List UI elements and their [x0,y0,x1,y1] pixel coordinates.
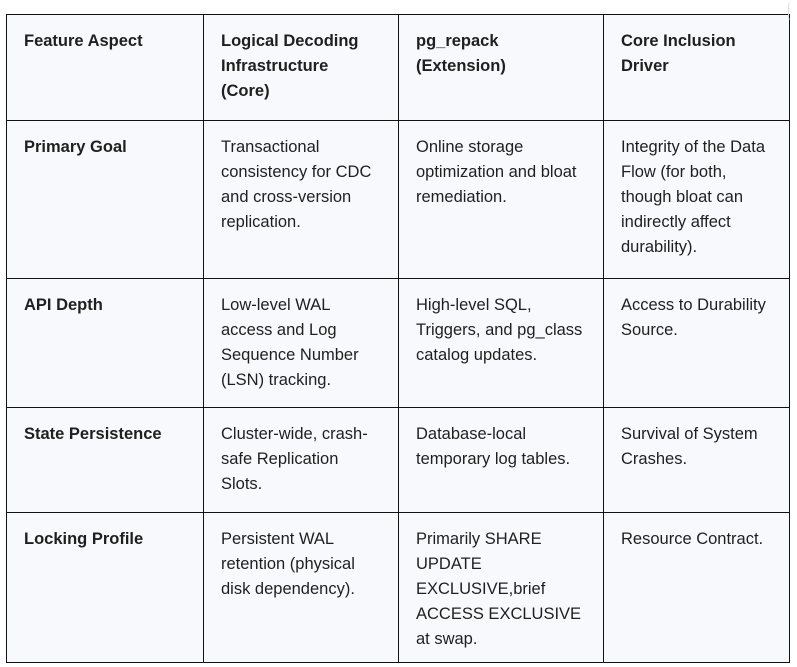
row-header: State Persistence [7,408,204,513]
header-cell: Logical Decoding Infrastructure (Core) [204,15,399,121]
comparison-table [6,14,790,663]
table-row [7,408,790,513]
table-cell: Persistent WAL retention (physical disk dependency). [204,513,399,663]
table-row [7,121,790,279]
header-row [7,15,790,121]
table-cell: High-level SQL, Triggers, and pg_class catalog updates. [399,279,604,408]
table-cell: Survival of System Crashes. [604,408,790,513]
table-cell: Low-level WAL access and Log Sequence Number (LSN) tracking. [204,279,399,408]
table-cell: Transactional consistency for CDC and cross-version replication. [204,121,399,279]
table-cell: Cluster-wide, crash-safe Replication Slots. [204,408,399,513]
table-cell: Integrity of the Data Flow (for both, though bloat can indirectly affect durability). [604,121,790,279]
row-header: API Depth [7,279,204,408]
header-cell: Core Inclusion Driver [604,15,790,121]
table-row [7,513,790,663]
table-cell: Resource Contract. [604,513,790,663]
table-cell: Online storage optimization and bloat remediation. [399,121,604,279]
row-header: Primary Goal [7,121,204,279]
table-row [7,279,790,408]
header-cell: pg_repack (Extension) [399,15,604,121]
table-cell: Database-local temporary log tables. [399,408,604,513]
row-header: Locking Profile [7,513,204,663]
table-cell: Access to Durability Source. [604,279,790,408]
scrollbar[interactable] [788,2,797,20]
table-cell: Primarily SHARE UPDATE EXCLUSIVE,brief ACCESS EXCLUSIVE at swap. [399,513,604,663]
header-cell: Feature Aspect [7,15,204,121]
